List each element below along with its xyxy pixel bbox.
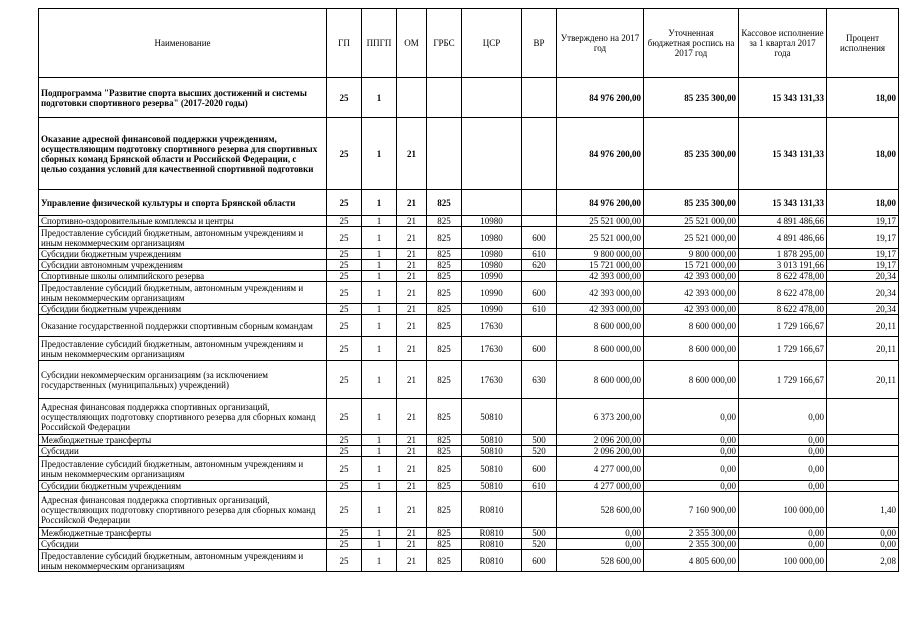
cell-name: Оказание адресной финансовой поддержки учреждениям, осуществляющим подготовку спортивного резерва для спортивных сборных команд Брянской области и Российской Федерации, с целью создания условий для качественной спортивной подготовки: [39, 118, 327, 190]
cell-gp: 25: [327, 260, 362, 271]
cell-grbs: 825: [427, 315, 462, 337]
cell-om: 21: [397, 528, 427, 539]
cell-percent: 0,00: [827, 539, 899, 550]
cell-csr: 17630: [462, 315, 522, 337]
cell-name: Субсидии: [39, 446, 327, 457]
cell-cash: 1 729 166,67: [739, 337, 827, 361]
cell-om: [397, 78, 427, 118]
cell-om: 21: [397, 304, 427, 315]
cell-grbs: 825: [427, 539, 462, 550]
cell-percent: 18,00: [827, 118, 899, 190]
cell-om: 21: [397, 216, 427, 227]
header-vr: ВР: [522, 9, 557, 78]
cell-approved: 84 976 200,00: [557, 78, 644, 118]
cell-vr: 520: [522, 446, 557, 457]
cell-csr: [462, 118, 522, 190]
cell-cash: 15 343 131,33: [739, 190, 827, 216]
cell-csr: 17630: [462, 361, 522, 399]
cell-approved: 42 393 000,00: [557, 304, 644, 315]
cell-om: 21: [397, 260, 427, 271]
cell-grbs: 825: [427, 304, 462, 315]
cell-percent: 18,00: [827, 78, 899, 118]
cell-refined: 15 721 000,00: [644, 260, 739, 271]
cell-ppgp: 1: [362, 435, 397, 446]
cell-cash: 8 622 478,00: [739, 304, 827, 315]
table-row: [39, 539, 899, 550]
cell-approved: 25 521 000,00: [557, 216, 644, 227]
cell-percent: 0,00: [827, 528, 899, 539]
cell-approved: 25 521 000,00: [557, 227, 644, 249]
cell-vr: 600: [522, 457, 557, 481]
cell-gp: 25: [327, 481, 362, 492]
cell-name: Субсидии бюджетным учреждениям: [39, 249, 327, 260]
cell-approved: 0,00: [557, 539, 644, 550]
cell-ppgp: 1: [362, 304, 397, 315]
cell-vr: [522, 78, 557, 118]
cell-ppgp: 1: [362, 481, 397, 492]
cell-ppgp: 1: [362, 118, 397, 190]
cell-ppgp: 1: [362, 337, 397, 361]
table-row: [39, 457, 899, 481]
header-ppgp: ППГП: [362, 9, 397, 78]
cell-percent: [827, 446, 899, 457]
cell-approved: 528 600,00: [557, 492, 644, 528]
cell-refined: 42 393 000,00: [644, 282, 739, 304]
cell-gp: 25: [327, 337, 362, 361]
cell-om: 21: [397, 282, 427, 304]
cell-percent: 19,17: [827, 216, 899, 227]
cell-percent: 20,11: [827, 337, 899, 361]
cell-percent: [827, 399, 899, 435]
cell-percent: 18,00: [827, 190, 899, 216]
cell-vr: 610: [522, 249, 557, 260]
cell-vr: [522, 399, 557, 435]
cell-percent: 20,34: [827, 271, 899, 282]
cell-approved: 8 600 000,00: [557, 361, 644, 399]
cell-percent: [827, 457, 899, 481]
cell-refined: 0,00: [644, 457, 739, 481]
cell-ppgp: 1: [362, 361, 397, 399]
table-row: [39, 249, 899, 260]
cell-percent: 19,17: [827, 260, 899, 271]
cell-grbs: 825: [427, 361, 462, 399]
cell-csr: 10980: [462, 227, 522, 249]
cell-om: 21: [397, 435, 427, 446]
cell-approved: 2 096 200,00: [557, 435, 644, 446]
cell-om: 21: [397, 399, 427, 435]
cell-om: 21: [397, 457, 427, 481]
cell-refined: 8 600 000,00: [644, 337, 739, 361]
cell-gp: 25: [327, 361, 362, 399]
cell-grbs: 825: [427, 216, 462, 227]
table-body: [39, 78, 899, 572]
cell-vr: [522, 271, 557, 282]
cell-cash: 0,00: [739, 457, 827, 481]
cell-ppgp: 1: [362, 528, 397, 539]
cell-refined: 85 235 300,00: [644, 78, 739, 118]
table-row: [39, 446, 899, 457]
cell-percent: 19,17: [827, 249, 899, 260]
cell-csr: 10990: [462, 304, 522, 315]
cell-approved: 4 277 000,00: [557, 457, 644, 481]
cell-vr: 620: [522, 260, 557, 271]
table-row: [39, 481, 899, 492]
cell-percent: 20,11: [827, 361, 899, 399]
cell-approved: 528 600,00: [557, 550, 644, 572]
cell-gp: 25: [327, 435, 362, 446]
cell-grbs: 825: [427, 492, 462, 528]
cell-csr: 17630: [462, 337, 522, 361]
cell-refined: 25 521 000,00: [644, 216, 739, 227]
cell-refined: 0,00: [644, 446, 739, 457]
cell-vr: 610: [522, 304, 557, 315]
cell-percent: 20,34: [827, 282, 899, 304]
cell-name: Предоставление субсидий бюджетным, автономным учреждениям и иным некоммерческим организациям: [39, 550, 327, 572]
cell-cash: 0,00: [739, 446, 827, 457]
cell-vr: 500: [522, 435, 557, 446]
table-row: [39, 78, 899, 118]
cell-refined: 85 235 300,00: [644, 190, 739, 216]
cell-refined: 42 393 000,00: [644, 304, 739, 315]
cell-csr: 50810: [462, 435, 522, 446]
cell-ppgp: 1: [362, 249, 397, 260]
cell-om: 21: [397, 539, 427, 550]
table-row: [39, 550, 899, 572]
cell-cash: 0,00: [739, 528, 827, 539]
table-row: [39, 282, 899, 304]
cell-csr: R0810: [462, 539, 522, 550]
cell-om: 21: [397, 337, 427, 361]
cell-grbs: 825: [427, 399, 462, 435]
cell-ppgp: 1: [362, 282, 397, 304]
cell-percent: [827, 481, 899, 492]
cell-csr: 10990: [462, 271, 522, 282]
cell-gp: 25: [327, 304, 362, 315]
cell-gp: 25: [327, 457, 362, 481]
cell-cash: 1 878 295,00: [739, 249, 827, 260]
cell-ppgp: 1: [362, 271, 397, 282]
header-om: ОМ: [397, 9, 427, 78]
cell-refined: 0,00: [644, 481, 739, 492]
cell-grbs: 825: [427, 249, 462, 260]
cell-gp: 25: [327, 118, 362, 190]
cell-name: Управление физической культуры и спорта Брянской области: [39, 190, 327, 216]
cell-vr: 500: [522, 528, 557, 539]
table-row: [39, 304, 899, 315]
cell-grbs: 825: [427, 190, 462, 216]
cell-grbs: 825: [427, 446, 462, 457]
cell-refined: 7 160 900,00: [644, 492, 739, 528]
cell-gp: 25: [327, 550, 362, 572]
cell-gp: 25: [327, 249, 362, 260]
cell-ppgp: 1: [362, 457, 397, 481]
cell-gp: 25: [327, 282, 362, 304]
cell-cash: 4 891 486,66: [739, 216, 827, 227]
cell-om: 21: [397, 118, 427, 190]
cell-csr: R0810: [462, 492, 522, 528]
cell-vr: [522, 190, 557, 216]
cell-cash: 8 622 478,00: [739, 282, 827, 304]
cell-gp: 25: [327, 190, 362, 216]
cell-refined: 25 521 000,00: [644, 227, 739, 249]
cell-grbs: 825: [427, 282, 462, 304]
cell-gp: 25: [327, 227, 362, 249]
cell-name: Субсидии автономным учреждениям: [39, 260, 327, 271]
cell-csr: 10980: [462, 249, 522, 260]
table-row: [39, 528, 899, 539]
cell-approved: 84 976 200,00: [557, 118, 644, 190]
cell-om: 21: [397, 361, 427, 399]
cell-cash: 15 343 131,33: [739, 118, 827, 190]
cell-percent: 20,11: [827, 315, 899, 337]
cell-ppgp: 1: [362, 260, 397, 271]
cell-name: Предоставление субсидий бюджетным, автономным учреждениям и иным некоммерческим организациям: [39, 337, 327, 361]
table-row: [39, 399, 899, 435]
header-gp: ГП: [327, 9, 362, 78]
header-cash: Кассовое исполнение за 1 квартал 2017 года: [739, 9, 827, 78]
cell-vr: 600: [522, 227, 557, 249]
table-row: [39, 216, 899, 227]
cell-om: 21: [397, 481, 427, 492]
cell-name: Спортивные школы олимпийского резерва: [39, 271, 327, 282]
cell-gp: 25: [327, 492, 362, 528]
cell-refined: 8 600 000,00: [644, 361, 739, 399]
cell-csr: 50810: [462, 457, 522, 481]
cell-cash: 100 000,00: [739, 550, 827, 572]
cell-approved: 15 721 000,00: [557, 260, 644, 271]
cell-vr: 520: [522, 539, 557, 550]
cell-name: Адресная финансовая поддержка спортивных организаций, осуществляющих подготовку спортивного резерва для сборных команд Российской Федерации: [39, 492, 327, 528]
cell-grbs: 825: [427, 227, 462, 249]
cell-refined: 2 355 300,00: [644, 539, 739, 550]
cell-ppgp: 1: [362, 550, 397, 572]
cell-refined: 0,00: [644, 399, 739, 435]
cell-approved: 6 373 200,00: [557, 399, 644, 435]
cell-percent: [827, 435, 899, 446]
cell-name: Предоставление субсидий бюджетным, автономным учреждениям и иным некоммерческим организациям: [39, 227, 327, 249]
cell-vr: 610: [522, 481, 557, 492]
cell-cash: 4 891 486,66: [739, 227, 827, 249]
cell-approved: 42 393 000,00: [557, 271, 644, 282]
cell-vr: 600: [522, 550, 557, 572]
cell-om: 21: [397, 249, 427, 260]
cell-grbs: 825: [427, 550, 462, 572]
cell-ppgp: 1: [362, 216, 397, 227]
cell-percent: 19,17: [827, 227, 899, 249]
cell-refined: 2 355 300,00: [644, 528, 739, 539]
cell-percent: 1,40: [827, 492, 899, 528]
cell-gp: 25: [327, 399, 362, 435]
cell-om: 21: [397, 550, 427, 572]
cell-cash: 0,00: [739, 539, 827, 550]
cell-refined: 8 600 000,00: [644, 315, 739, 337]
cell-refined: 0,00: [644, 435, 739, 446]
cell-grbs: [427, 118, 462, 190]
cell-csr: [462, 78, 522, 118]
cell-name: Субсидии некоммерческим организациям (за исключением государственных (муниципальных) учреждений): [39, 361, 327, 399]
cell-csr: 50810: [462, 481, 522, 492]
table-row: [39, 227, 899, 249]
cell-cash: 100 000,00: [739, 492, 827, 528]
table-row: [39, 435, 899, 446]
cell-refined: 85 235 300,00: [644, 118, 739, 190]
cell-approved: 8 600 000,00: [557, 337, 644, 361]
cell-gp: 25: [327, 315, 362, 337]
cell-name: Спортивно-оздоровительные комплексы и центры: [39, 216, 327, 227]
cell-csr: 50810: [462, 446, 522, 457]
cell-vr: [522, 315, 557, 337]
cell-gp: 25: [327, 271, 362, 282]
cell-gp: 25: [327, 446, 362, 457]
cell-name: Предоставление субсидий бюджетным, автономным учреждениям и иным некоммерческим организациям: [39, 282, 327, 304]
cell-vr: 600: [522, 337, 557, 361]
table-row: [39, 118, 899, 190]
cell-cash: 0,00: [739, 481, 827, 492]
cell-om: 21: [397, 446, 427, 457]
cell-grbs: 825: [427, 528, 462, 539]
header-csr: ЦСР: [462, 9, 522, 78]
cell-om: 21: [397, 271, 427, 282]
cell-percent: 20,34: [827, 304, 899, 315]
cell-approved: 0,00: [557, 528, 644, 539]
cell-cash: 0,00: [739, 399, 827, 435]
cell-ppgp: 1: [362, 315, 397, 337]
budget-table: [38, 8, 899, 572]
cell-grbs: 825: [427, 260, 462, 271]
table-row: [39, 190, 899, 216]
cell-cash: 8 622 478,00: [739, 271, 827, 282]
cell-name: Оказание государственной поддержки спортивным сборным командам: [39, 315, 327, 337]
header-approved: Утверждено на 2017 год: [557, 9, 644, 78]
header-grbs: ГРБС: [427, 9, 462, 78]
cell-cash: 15 343 131,33: [739, 78, 827, 118]
cell-name: Подпрограмма "Развитие спорта высших достижений и системы подготовки спортивного резерва" (2017-2020 годы): [39, 78, 327, 118]
cell-om: 21: [397, 492, 427, 528]
cell-name: Субсидии бюджетным учреждениям: [39, 304, 327, 315]
cell-ppgp: 1: [362, 399, 397, 435]
cell-csr: 10980: [462, 216, 522, 227]
table-header-row: [39, 9, 899, 78]
cell-refined: 9 800 000,00: [644, 249, 739, 260]
cell-gp: 25: [327, 78, 362, 118]
header-refined: Уточненная бюджетная роспись на 2017 год: [644, 9, 739, 78]
cell-gp: 25: [327, 528, 362, 539]
cell-ppgp: 1: [362, 446, 397, 457]
cell-approved: 8 600 000,00: [557, 315, 644, 337]
cell-om: 21: [397, 227, 427, 249]
table-row: [39, 271, 899, 282]
cell-approved: 9 800 000,00: [557, 249, 644, 260]
cell-ppgp: 1: [362, 190, 397, 216]
cell-name: Субсидии бюджетным учреждениям: [39, 481, 327, 492]
cell-cash: 3 013 191,66: [739, 260, 827, 271]
cell-refined: 4 805 600,00: [644, 550, 739, 572]
cell-cash: 1 729 166,67: [739, 361, 827, 399]
header-name: Наименование: [39, 9, 327, 78]
table-row: [39, 337, 899, 361]
cell-name: Субсидии: [39, 539, 327, 550]
cell-csr: 50810: [462, 399, 522, 435]
cell-approved: 2 096 200,00: [557, 446, 644, 457]
cell-vr: 630: [522, 361, 557, 399]
cell-approved: 4 277 000,00: [557, 481, 644, 492]
table-row: [39, 361, 899, 399]
cell-refined: 42 393 000,00: [644, 271, 739, 282]
cell-gp: 25: [327, 539, 362, 550]
cell-name: Адресная финансовая поддержка спортивных организаций, осуществляющих подготовку спортивного резерва для сборных команд Российской Федерации: [39, 399, 327, 435]
cell-grbs: 825: [427, 337, 462, 361]
cell-vr: [522, 492, 557, 528]
cell-name: Межбюджетные трансферты: [39, 528, 327, 539]
cell-grbs: [427, 78, 462, 118]
cell-ppgp: 1: [362, 492, 397, 528]
cell-ppgp: 1: [362, 539, 397, 550]
table-row: [39, 315, 899, 337]
cell-approved: 42 393 000,00: [557, 282, 644, 304]
cell-percent: 2,08: [827, 550, 899, 572]
cell-grbs: 825: [427, 271, 462, 282]
table-row: [39, 492, 899, 528]
cell-cash: 0,00: [739, 435, 827, 446]
table-row: [39, 260, 899, 271]
cell-name: Предоставление субсидий бюджетным, автономным учреждениям и иным некоммерческим организациям: [39, 457, 327, 481]
cell-name: Межбюджетные трансферты: [39, 435, 327, 446]
cell-vr: [522, 216, 557, 227]
cell-ppgp: 1: [362, 227, 397, 249]
cell-om: 21: [397, 190, 427, 216]
cell-approved: 84 976 200,00: [557, 190, 644, 216]
cell-gp: 25: [327, 216, 362, 227]
cell-csr: 10980: [462, 260, 522, 271]
cell-csr: R0810: [462, 528, 522, 539]
cell-csr: R0810: [462, 550, 522, 572]
cell-grbs: 825: [427, 435, 462, 446]
cell-csr: [462, 190, 522, 216]
cell-csr: 10990: [462, 282, 522, 304]
header-percent: Процент исполнения: [827, 9, 899, 78]
cell-grbs: 825: [427, 481, 462, 492]
cell-grbs: 825: [427, 457, 462, 481]
cell-vr: [522, 118, 557, 190]
cell-cash: 1 729 166,67: [739, 315, 827, 337]
cell-om: 21: [397, 315, 427, 337]
cell-vr: 600: [522, 282, 557, 304]
cell-ppgp: 1: [362, 78, 397, 118]
